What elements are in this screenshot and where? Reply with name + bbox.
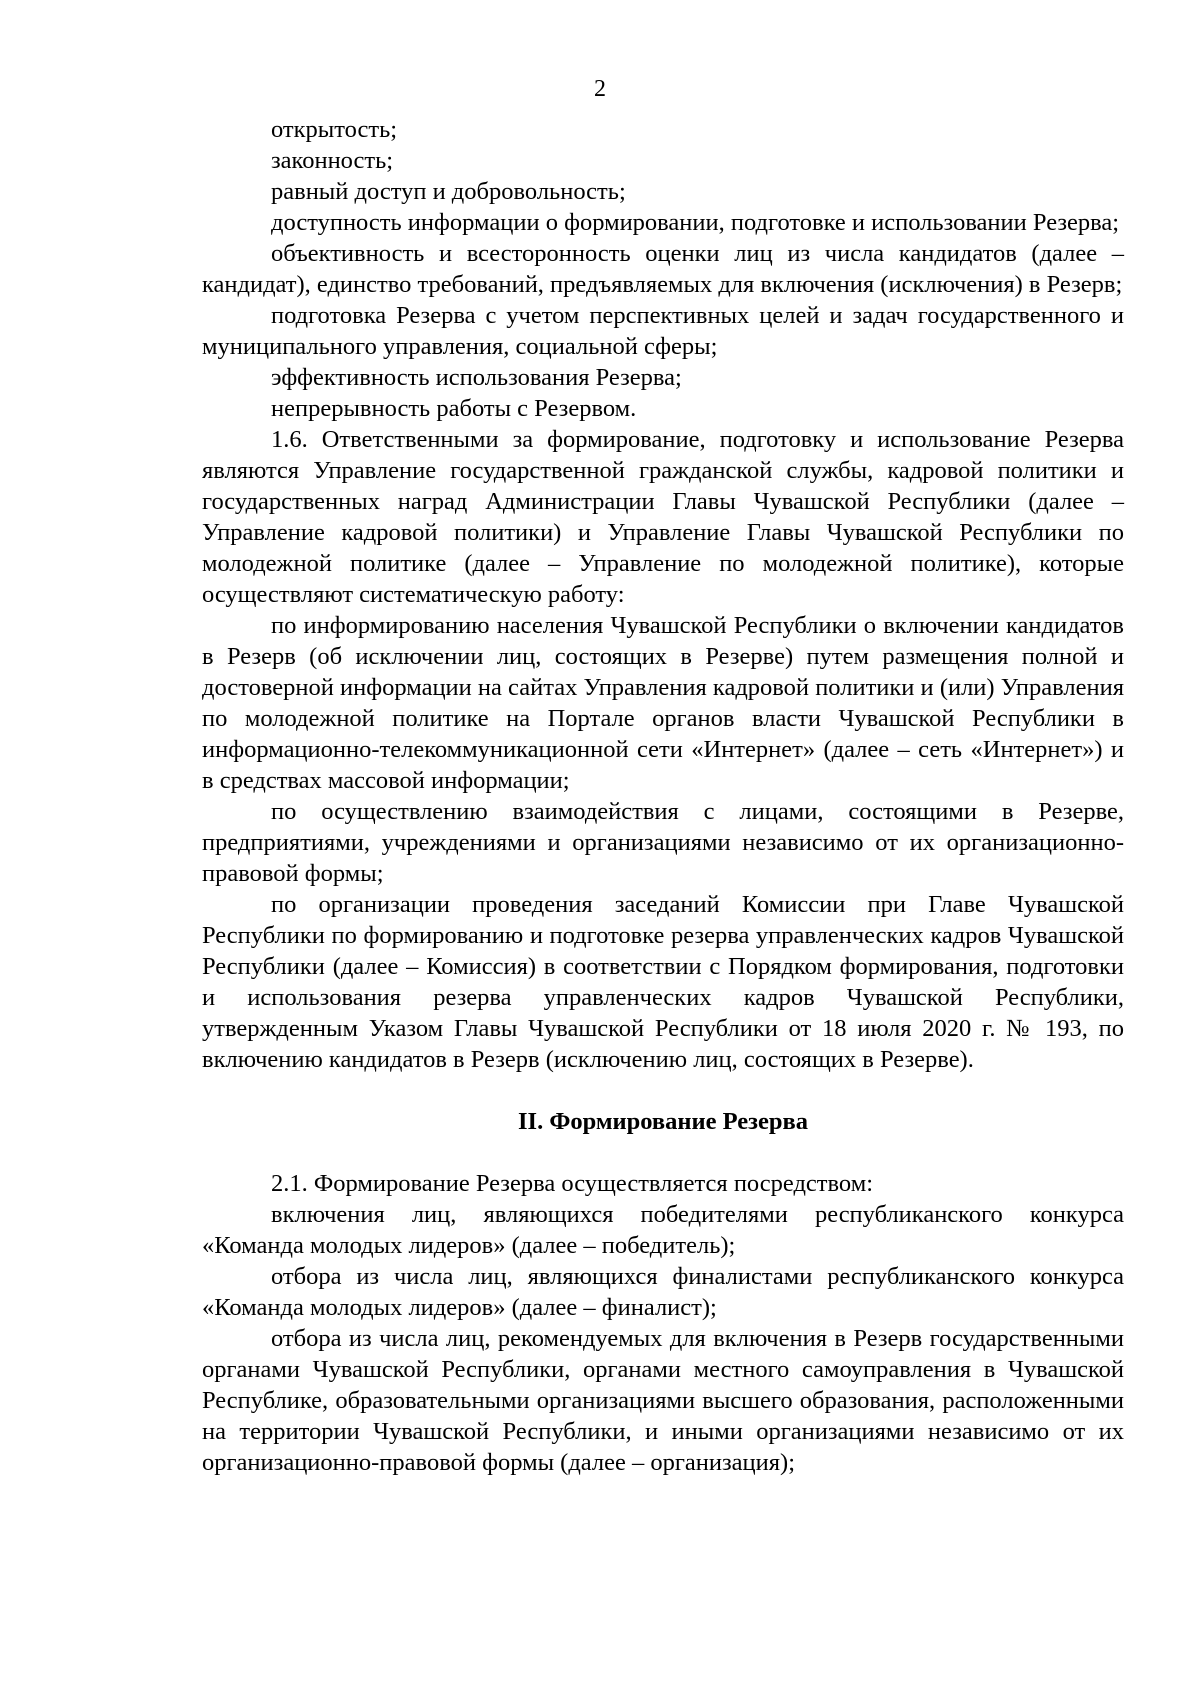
paragraph: по организации проведения заседаний Комиссии при Главе Чувашской Республики по формированию и подготовке резерва управленческих кадров Чувашской Республики (далее – Комиссия) в соответствии с Порядком формирования, подготовки и использования резерва управленческих кадров Чувашской Республики, утвержденным Указом Главы Чувашской Республики от 18 июля 2020 г. № 193, по включению кандидатов в Резерв (исключению лиц, состоящих в Резерве). <box>202 891 1124 1073</box>
paragraph: отбора из числа лиц, рекомендуемых для включения в Резерв государственными органами Чувашской Республики, органами местного самоуправления в Чувашской Республике, образовательными организациями высшего образования, расположенными на территории Чувашской Республики, и иными организациями независимо от их организационно-правовой формы (далее – организация); <box>202 1325 1124 1476</box>
paragraph: непрерывность работы с Резервом. <box>271 395 637 422</box>
paragraph: открытость; <box>271 116 398 143</box>
paragraph: объективность и всесторонность оценки лиц из числа кандидатов (далее – кандидат), единство требований, предъявляемых для включения (исключения) в Резерв; <box>202 240 1124 298</box>
paragraph: по осуществлению взаимодействия с лицами, состоящими в Резерве, предприятиями, учреждениями и организациями независимо от их организационно-правовой формы; <box>202 798 1124 887</box>
document-body <box>202 114 1124 1478</box>
paragraph: 2.1. Формирование Резерва осуществляется посредством: <box>271 1170 874 1197</box>
paragraph: включения лиц, являющихся победителями республиканского конкурса «Команда молодых лидеров» (далее – победитель); <box>202 1201 1124 1259</box>
section-heading: II. Формирование Резерва <box>518 1108 808 1135</box>
paragraph: законность; <box>271 147 394 174</box>
paragraph: доступность информации о формировании, подготовке и использовании Резерва; <box>271 209 1120 236</box>
paragraph: 1.6. Ответственными за формирование, подготовку и использование Резерва являются Управление государственной гражданской службы, кадровой политики и государственных наград Администрации Главы Чувашской Республики (далее – Управление кадровой политики) и Управление Главы Чувашской Республики по молодежной политике (далее – Управление по молодежной политике), которые осуществляют систематическую работу: <box>202 426 1124 608</box>
paragraph: эффективность использования Резерва; <box>271 364 682 391</box>
page-number: 2 <box>594 76 606 102</box>
paragraph: отбора из числа лиц, являющихся финалистами республиканского конкурса «Команда молодых лидеров» (далее – финалист); <box>202 1263 1124 1321</box>
paragraph: по информированию населения Чувашской Республики о включении кандидатов в Резерв (об исключении лиц, состоящих в Резерве) путем размещения полной и достоверной информации на сайтах Управления кадровой политики и (или) Управления по молодежной политике на Портале органов власти Чувашской Республики в информационно-телекоммуникационной сети «Интернет» (далее – сеть «Интернет») и в средствах массовой информации; <box>202 612 1124 794</box>
paragraph: равный доступ и добровольность; <box>271 178 626 205</box>
paragraph: подготовка Резерва с учетом перспективных целей и задач государственного и муниципального управления, социальной сферы; <box>202 302 1124 360</box>
